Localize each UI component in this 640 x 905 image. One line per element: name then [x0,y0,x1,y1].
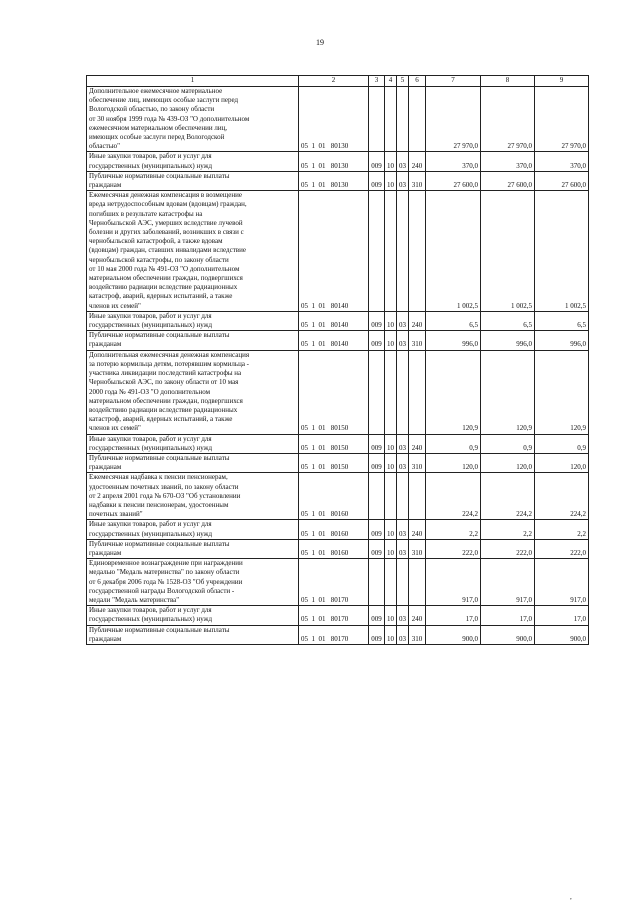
row-ministry-cell: 009 [369,453,385,472]
row-ministry-cell: 009 [369,625,385,644]
row-section-cell: 10 [385,539,397,558]
row-amount-col9-cell: 0,9 [535,434,589,453]
row-code-cell: 05 1 01 80130 [299,152,369,171]
row-subsection-cell: 03 [397,331,409,350]
row-amount-col8-cell: 2,2 [481,520,535,539]
row-amount-col7-cell: 900,0 [426,625,481,644]
row-name-cell: Публичные нормативные социальные выплаты гражданам [87,453,299,472]
row-section-cell: 10 [385,520,397,539]
row-amount-col7-cell: 2,2 [426,520,481,539]
row-section-cell [385,87,397,152]
table-row [87,331,589,350]
table-row [87,434,589,453]
row-ministry-cell [369,191,385,312]
row-amount-col9-cell: 27 600,0 [535,171,589,190]
table-row [87,311,589,330]
row-expense-type-cell: 310 [409,331,426,350]
row-amount-col7-cell: 224,2 [426,473,481,520]
row-expense-type-cell [409,473,426,520]
page-number: 19 [316,38,324,47]
row-expense-type-cell [409,191,426,312]
row-amount-col9-cell: 27 970,0 [535,87,589,152]
row-subsection-cell: 03 [397,171,409,190]
row-section-cell: 10 [385,606,397,625]
row-subsection-cell [397,559,409,606]
row-name-cell: Иные закупки товаров, работ и услуг для государственных (муниципальных) нужд [87,152,299,171]
row-expense-type-cell [409,559,426,606]
row-name-cell: Публичные нормативные социальные выплаты гражданам [87,539,299,558]
row-amount-col7-cell: 120,0 [426,453,481,472]
row-subsection-cell [397,191,409,312]
table-row [87,625,589,644]
row-expense-type-cell: 240 [409,434,426,453]
row-code-cell: 05 1 01 80130 [299,171,369,190]
row-subsection-cell [397,350,409,434]
row-name-cell: Дополнительная ежемесячная денежная компенсация за потерю кормильца детям, потерявшим кормильца - участника ликвидации последствий катастрофы на Чернобыльской АЭС, по закону области от 10 мая 2000 года № 491-ОЗ "О дополнительном материальном обеспечении граждан, подвергшихся воздействию радиации вследствие радиационных катастроф, аварий, ядерных испытаний, а также членов их семей" [87,350,299,434]
row-amount-col8-cell: 370,0 [481,152,535,171]
row-code-cell: 05 1 01 80170 [299,559,369,606]
row-section-cell: 10 [385,171,397,190]
row-amount-col9-cell: 2,2 [535,520,589,539]
row-amount-col8-cell: 917,0 [481,559,535,606]
row-expense-type-cell: 310 [409,171,426,190]
table-row [87,171,589,190]
row-amount-col9-cell: 224,2 [535,473,589,520]
row-name-cell: Иные закупки товаров, работ и услуг для государственных (муниципальных) нужд [87,520,299,539]
row-name-cell: Иные закупки товаров, работ и услуг для государственных (муниципальных) нужд [87,311,299,330]
row-amount-col8-cell: 27 970,0 [481,87,535,152]
row-ministry-cell: 009 [369,152,385,171]
row-expense-type-cell: 240 [409,520,426,539]
row-code-cell: 05 1 01 80130 [299,87,369,152]
row-amount-col9-cell: 900,0 [535,625,589,644]
row-name-cell: Иные закупки товаров, работ и услуг для государственных (муниципальных) нужд [87,606,299,625]
row-code-cell: 05 1 01 80140 [299,311,369,330]
row-amount-col8-cell: 224,2 [481,473,535,520]
row-section-cell [385,559,397,606]
row-section-cell: 10 [385,625,397,644]
row-expense-type-cell: 240 [409,152,426,171]
table-row [87,473,589,520]
row-name-cell: Ежемесячная надбавка к пенсии пенсионерам, удостоенным почетных званий, по закону области от 2 апреля 2001 года № 670-ОЗ "Об установлении надбавки к пенсии пенсионерам, удостоенным почетных званий" [87,473,299,520]
row-code-cell: 05 1 01 80160 [299,539,369,558]
header-col-5: 5 [397,76,409,87]
row-expense-type-cell: 310 [409,453,426,472]
row-expense-type-cell [409,87,426,152]
row-amount-col8-cell: 6,5 [481,311,535,330]
table-header-row [87,76,589,87]
row-expense-type-cell: 310 [409,539,426,558]
row-amount-col8-cell: 120,0 [481,453,535,472]
row-subsection-cell: 03 [397,520,409,539]
row-amount-col9-cell: 996,0 [535,331,589,350]
table-row [87,350,589,434]
row-ministry-cell: 009 [369,171,385,190]
row-ministry-cell [369,87,385,152]
budget-table [86,75,589,645]
table-row [87,559,589,606]
table-row [87,87,589,152]
row-ministry-cell [369,473,385,520]
row-subsection-cell: 03 [397,539,409,558]
row-ministry-cell [369,559,385,606]
row-amount-col9-cell: 120,9 [535,350,589,434]
row-section-cell: 10 [385,453,397,472]
row-expense-type-cell [409,350,426,434]
row-amount-col8-cell: 222,0 [481,539,535,558]
row-code-cell: 05 1 01 80150 [299,350,369,434]
row-amount-col7-cell: 6,5 [426,311,481,330]
table-row [87,539,589,558]
row-subsection-cell: 03 [397,625,409,644]
table-row [87,191,589,312]
row-ministry-cell: 009 [369,311,385,330]
row-amount-col7-cell: 120,9 [426,350,481,434]
row-ministry-cell: 009 [369,606,385,625]
row-name-cell: Дополнительное ежемесячное материальное обеспечение лиц, имеющих особые заслуги перед Вологодской областью, по закону области от 30 ноября 1999 года № 439-ОЗ "О дополнительном ежемесячном материальном обеспечении лиц, имеющих особые заслуги перед Вологодской областью" [87,87,299,152]
row-ministry-cell: 009 [369,539,385,558]
row-expense-type-cell: 240 [409,311,426,330]
row-section-cell [385,191,397,312]
row-subsection-cell: 03 [397,453,409,472]
row-name-cell: Публичные нормативные социальные выплаты гражданам [87,331,299,350]
row-amount-col8-cell: 996,0 [481,331,535,350]
row-section-cell [385,473,397,520]
row-amount-col7-cell: 27 970,0 [426,87,481,152]
row-amount-col7-cell: 917,0 [426,559,481,606]
row-amount-col8-cell: 900,0 [481,625,535,644]
header-col-6: 6 [409,76,426,87]
row-code-cell: 05 1 01 80160 [299,473,369,520]
row-expense-type-cell: 240 [409,606,426,625]
row-amount-col7-cell: 27 600,0 [426,171,481,190]
row-amount-col9-cell: 6,5 [535,311,589,330]
row-amount-col7-cell: 370,0 [426,152,481,171]
row-amount-col7-cell: 0,9 [426,434,481,453]
row-section-cell: 10 [385,331,397,350]
stray-mark: , [570,893,572,901]
row-name-cell: Публичные нормативные социальные выплаты гражданам [87,171,299,190]
row-code-cell: 05 1 01 80170 [299,625,369,644]
row-amount-col8-cell: 120,9 [481,350,535,434]
row-name-cell: Иные закупки товаров, работ и услуг для государственных (муниципальных) нужд [87,434,299,453]
header-col-7: 7 [426,76,481,87]
row-code-cell: 05 1 01 80150 [299,434,369,453]
row-subsection-cell [397,87,409,152]
row-subsection-cell: 03 [397,311,409,330]
table-row [87,520,589,539]
table-row [87,152,589,171]
header-col-3: 3 [369,76,385,87]
row-name-cell: Ежемесячная денежная компенсация в возмещение вреда нетрудоспособным вдовам (вдовцам) граждан, погибших в результате катастрофы на Чернобыльской АЭС, умерших вследствие лучевой болезни и других заболеваний, возникших в связи с чернобыльской катастрофой, а также вдовам (вдовцам) граждан, ставших инвалидами вследствие чернобыльской катастрофы, по закону области от 10 мая 2000 года № 491-ОЗ "О дополнительном материальном обеспечении граждан, подвергшихся воздействию радиации вследствие радиационных катастроф, аварий, ядерных испытаний, а также членов их семей" [87,191,299,312]
row-subsection-cell: 03 [397,434,409,453]
row-ministry-cell [369,350,385,434]
row-amount-col7-cell: 1 002,5 [426,191,481,312]
header-col-9: 9 [535,76,589,87]
row-amount-col7-cell: 222,0 [426,539,481,558]
row-amount-col7-cell: 996,0 [426,331,481,350]
row-amount-col9-cell: 17,0 [535,606,589,625]
row-amount-col9-cell: 1 002,5 [535,191,589,312]
table-row [87,453,589,472]
row-expense-type-cell: 310 [409,625,426,644]
row-code-cell: 05 1 01 80140 [299,331,369,350]
row-name-cell: Единовременное вознаграждение при награждении медалью "Медаль материнства" по закону области от 6 декабря 2006 года № 1528-ОЗ "Об учреждении государственной награды Вологодской области - медали "Медаль материнства" [87,559,299,606]
header-col-4: 4 [385,76,397,87]
row-section-cell: 10 [385,434,397,453]
header-col-2: 2 [299,76,369,87]
row-subsection-cell: 03 [397,606,409,625]
row-subsection-cell: 03 [397,152,409,171]
row-section-cell [385,350,397,434]
header-col-8: 8 [481,76,535,87]
table-row [87,606,589,625]
row-amount-col8-cell: 27 600,0 [481,171,535,190]
row-amount-col8-cell: 0,9 [481,434,535,453]
row-section-cell: 10 [385,152,397,171]
table-body [87,87,589,645]
row-code-cell: 05 1 01 80150 [299,453,369,472]
row-name-cell: Публичные нормативные социальные выплаты гражданам [87,625,299,644]
header-col-1: 1 [87,76,299,87]
row-amount-col9-cell: 222,0 [535,539,589,558]
row-amount-col8-cell: 1 002,5 [481,191,535,312]
row-amount-col9-cell: 370,0 [535,152,589,171]
row-subsection-cell [397,473,409,520]
row-code-cell: 05 1 01 80170 [299,606,369,625]
row-ministry-cell: 009 [369,434,385,453]
row-amount-col7-cell: 17,0 [426,606,481,625]
row-amount-col9-cell: 917,0 [535,559,589,606]
row-code-cell: 05 1 01 80140 [299,191,369,312]
row-amount-col8-cell: 17,0 [481,606,535,625]
row-ministry-cell: 009 [369,520,385,539]
row-ministry-cell: 009 [369,331,385,350]
row-section-cell: 10 [385,311,397,330]
row-amount-col9-cell: 120,0 [535,453,589,472]
row-code-cell: 05 1 01 80160 [299,520,369,539]
